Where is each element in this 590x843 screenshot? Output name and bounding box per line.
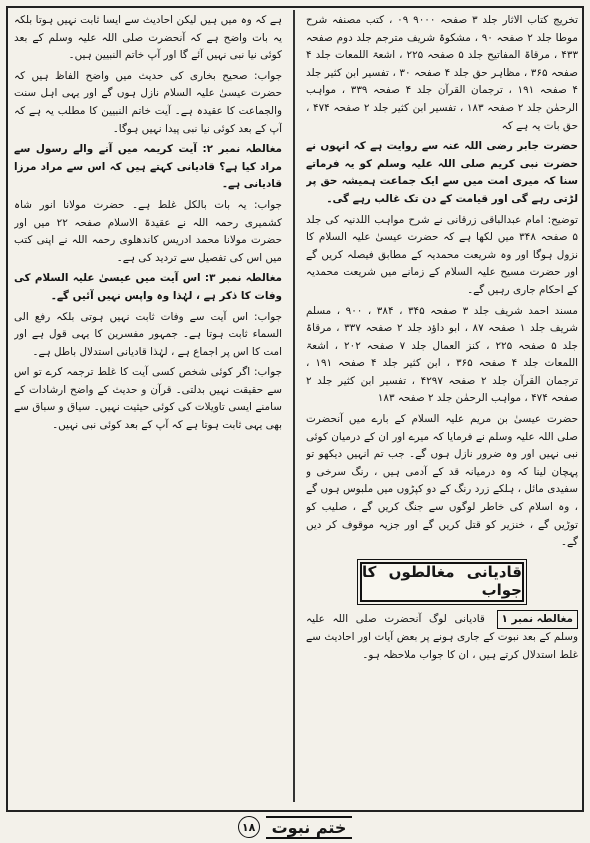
left-paragraph: جواب: اس آیت سے وفات ثابت نہیں ہوتی بلکہ رفع الی السماء ثابت ہوتا ہے۔ جمہور مفسرین کا یہی قول ہے اور امت کا اس پر اجماع ہے ، لہٰذا قادیانی استدلال باطل ہے۔ — [14, 310, 282, 358]
left-paragraph: مغالطہ نمبر ۲: آیت کریمہ میں آنے والے رسول سے مراد کیا ہے؟ قادیانی کہتے ہیں کہ اس سے مراد مرزا قادیانی ہے۔ — [14, 143, 282, 191]
column-divider — [293, 10, 295, 802]
closing-text: قادیانی لوگ آنحضرت صلی اللہ علیہ وسلم کے بعد نبوت کے جاری ہونے پر بعض آیات اور احادیث سے غلط استدلال کرتے ہیں ، ان کا جواب ملاحظہ ہو۔ — [306, 612, 578, 661]
right-paragraph: توضیح: امام عبدالباقی زرقانی نے شرح مواہب اللدنیہ کی جلد ۵ صفحہ ۳۴۸ میں لکھا ہے کہ حضرت عیسیٰ علیہ السلام کا نزول ہوگا اور وہ شریعت محمدیہ کے مطابق فیصلہ کریں گے اور حضرت مسیح علیہ السلام کے زمانے میں شریعت محمدیہ کے احکام جاری رہیں گے۔ — [306, 213, 578, 296]
fallacy-label: مغالطہ نمبر ۱ — [497, 610, 578, 630]
left-paragraph: ہے کہ وہ میں ہیں لیکن احادیث سے ایسا ثابت نہیں ہوتا بلکہ یہ بات واضح ہے کہ آنحضرت صلی اللہ علیہ وسلم کے بعد کوئی نیا نبی نہیں آئے گا اور آپ خاتم النبیین ہیں۔ — [14, 14, 282, 62]
right-paragraph: حضرت جابر رضی اللہ عنہ سے روایت ہے کہ انہوں نے حضرت نبی کریم صلی اللہ علیہ وسلم کو یہ فرماتے سنا کہ میری امت میں سے ایک جماعت ہمیشہ حق پر لڑتی رہے گی اور قیامت کے دن تک غالب رہے گی۔ — [306, 140, 578, 205]
right-closing-paragraph — [306, 610, 578, 665]
page-number: ۱۸ — [238, 816, 260, 838]
magazine-name: ختم نبوت — [266, 816, 353, 839]
right-column — [306, 12, 578, 802]
right-paragraph: تخریج کتاب الاثار جلد ۳ صفحہ ۹۰۰۰ ۰۹ ، کتب مصنفہ شرح موطا جلد ۲ صفحہ ۹۰ ، مشکوۃ شریف مترجم جلد دوم صفحہ ۴۳۳ ، مرقاۃ المفاتیح جلد ۵ صفحہ ۲۲۵ ، اشعۃ اللمعات جلد ۴ صفحہ ۳۶۵ ، مظاہر حق جلد ۴ صفحہ ۳۰ ، تفسیر ابن کثیر جلد ۴ صفحہ ۱۹۱ ، ترجمان القرآن جلد ۴ صفحہ ۳۳۹ ، مواہب الرحمٰن جلد ۲ صفحہ ۱۸۳ ، تفسیر ابن کثیر جلد ۲ صفحہ ۴۷۴ ، حق بات یہ ہے کہ — [306, 14, 578, 132]
left-column — [14, 12, 282, 802]
section-title: قادیانی مغالطوں کا جواب — [362, 563, 522, 599]
left-paragraph: جواب: یہ بات بالکل غلط ہے۔ حضرت مولانا انور شاہ کشمیری رحمہ اللہ نے عقیدۃ الاسلام صفحہ ۲۲ میں اور حضرت مولانا محمد ادریس کاندھلوی رحمہ اللہ نے اپنی کتب میں اس کی تفصیل سے تردید کی ہے۔ — [14, 198, 282, 264]
right-paragraph: حضرت عیسیٰ بن مریم علیہ السلام کے بارے میں آنحضرت صلی اللہ علیہ وسلم نے فرمایا کہ میرے اور ان کے درمیان کوئی نبی نہیں اور وہ ضرور نازل ہوں گے۔ جب تم انہیں دیکھو تو پہچان لینا کہ وہ درمیانہ قد کے آدمی ہیں ، رنگ سرخی و سفیدی مائل ، ہلکے زرد رنگ کے دو کپڑوں میں ملبوس ہوں گے ، وہ اسلام کی خاطر لوگوں سے جنگ کریں گے ، صلیب کو توڑیں گے ، خنزیر کو قتل کریں گے اور جزیہ موقوف کر دیں گے۔ — [306, 413, 578, 549]
left-paragraph: جواب: اگر کوئی شخص کسی آیت کا غلط ترجمہ کرے تو اس سے حقیقت نہیں بدلتی۔ قرآن و حدیث کے واضح ارشادات کے سامنے ایسی تاویلات کی کوئی حیثیت نہیں۔ سیاق و سباق سے بھی یہی ثابت ہوتا ہے کہ آپ کے بعد کوئی نبی نہیں۔ — [14, 366, 282, 432]
page-footer — [0, 814, 590, 840]
section-title-box — [360, 562, 524, 602]
right-paragraph: مسند احمد شریف جلد ۳ صفحہ ۳۴۵ ، ۳۸۴ ، ۹۰۰ ، مسلم شریف جلد ۱ صفحہ ۸۷ ، ابو داؤد جلد ۲ صفحہ ۳۳۷ ، مرقاۃ جلد ۵ صفحہ ۲۲۵ ، کنز العمال جلد ۷ صفحہ ۲۰۲ ، اشعۃ اللمعات جلد ۴ صفحہ ۳۶۵ ، ابن کثیر جلد ۴ صفحہ ۱۹۱ ، ترجمان القرآن جلد ۲ صفحہ ۴۲۹۷ ، تفسیر ابن کثیر جلد ۲ صفحہ ۴۷۴ ، مواہب الرحمٰن جلد ۲ صفحہ ۱۸۳ — [306, 304, 578, 405]
left-paragraph: مغالطہ نمبر ۳: اس آیت میں عیسیٰ علیہ السلام کی وفات کا ذکر ہے ، لہٰذا وہ واپس نہیں آئیں گے۔ — [14, 272, 282, 302]
left-paragraph: جواب: صحیح بخاری کی حدیث میں واضح الفاظ ہیں کہ حضرت عیسیٰ علیہ السلام نازل ہوں گے اور یہی اہل سنت والجماعت کا عقیدہ ہے۔ آیت خاتم النبیین کا مطلب یہ ہے کہ آپ کے بعد کوئی نیا نبی پیدا نہیں ہوگا۔ — [14, 69, 282, 135]
